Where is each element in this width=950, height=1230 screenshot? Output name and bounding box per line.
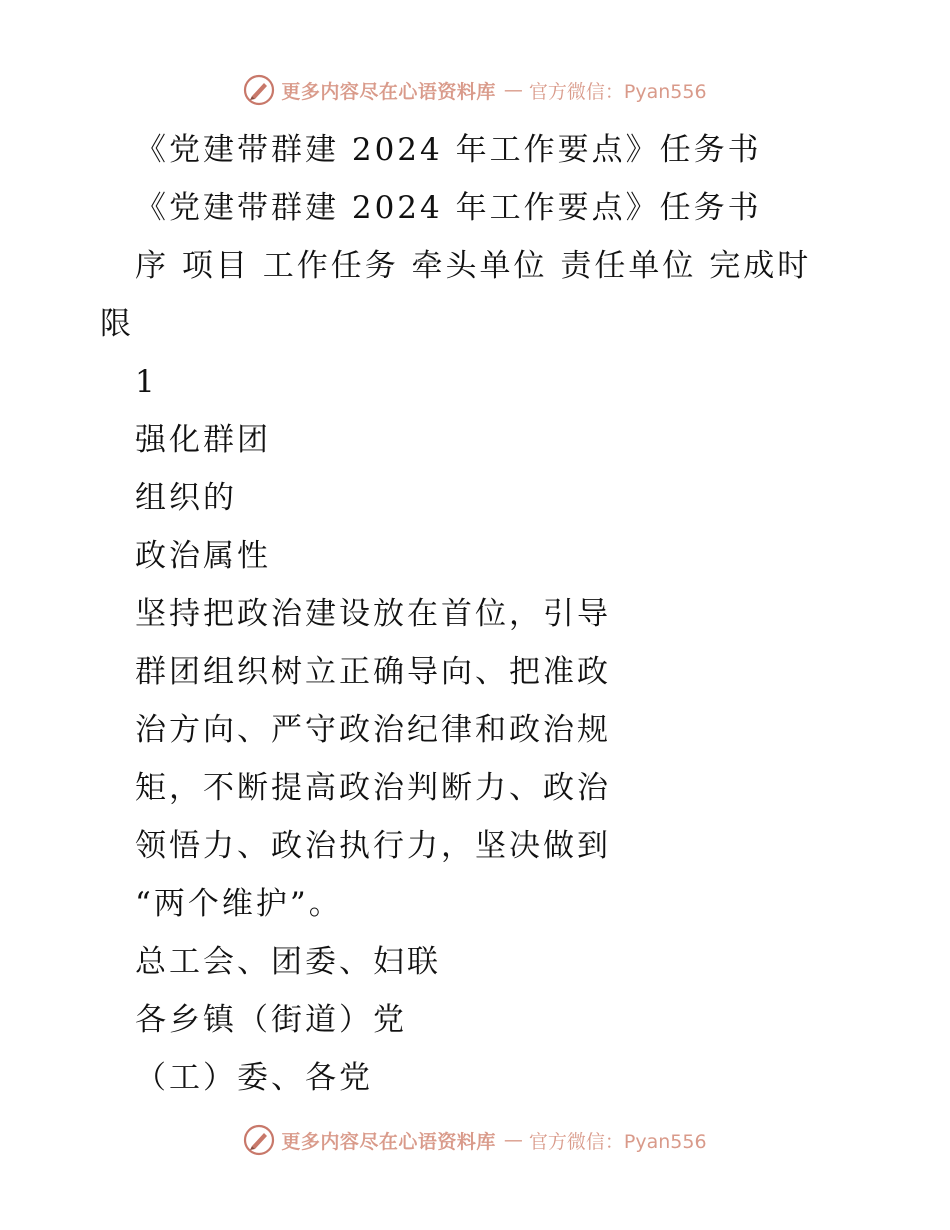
watermark-group	[243, 74, 706, 106]
project-line-2: 组织的	[135, 480, 237, 516]
task-line-6: “两个维护”。	[135, 886, 343, 922]
row-number: 1	[135, 364, 158, 400]
task-line-3: 治方向、严守政治纪律和政治规	[135, 712, 611, 748]
lead-unit-line: 总工会、团委、妇联	[135, 944, 441, 980]
table-header-line: 序 项目 工作任务 牵头单位 责任单位 完成时	[135, 248, 812, 284]
watermark-site-text: 更多内容尽在心语资料库	[281, 80, 496, 103]
project-line-3: 政治属性	[135, 538, 271, 574]
responsible-unit-line-2: （工）委、各党	[135, 1060, 373, 1096]
pen-logo-icon	[243, 74, 275, 106]
project-line-1: 强化群团	[135, 422, 271, 458]
responsible-unit-line-1: 各乡镇（街道）党	[135, 1002, 407, 1038]
watermark-site-text: 更多内容尽在心语资料库	[281, 1130, 496, 1153]
watermark-footer	[0, 1120, 950, 1160]
doc-title-line-repeat: 《党建带群建 2024 年工作要点》任务书	[135, 190, 762, 226]
watermark-contact: 官方微信：Pyan556	[528, 1130, 707, 1153]
watermark-separator: —	[503, 1129, 523, 1151]
watermark-group	[243, 1124, 706, 1156]
pen-logo-icon	[243, 1124, 275, 1156]
task-line-1: 坚持把政治建设放在首位，引导	[135, 596, 611, 632]
watermark-separator: —	[503, 79, 523, 101]
task-line-2: 群团组织树立正确导向、把准政	[135, 654, 611, 690]
task-line-5: 领悟力、政治执行力，坚决做到	[135, 828, 611, 864]
doc-title-line: 《党建带群建 2024 年工作要点》任务书	[135, 132, 762, 168]
task-line-4: 矩，不断提高政治判断力、政治	[135, 770, 611, 806]
watermark-contact: 官方微信：Pyan556	[528, 80, 707, 103]
watermark-header	[0, 70, 950, 110]
table-header-wrap: 限	[100, 306, 134, 342]
